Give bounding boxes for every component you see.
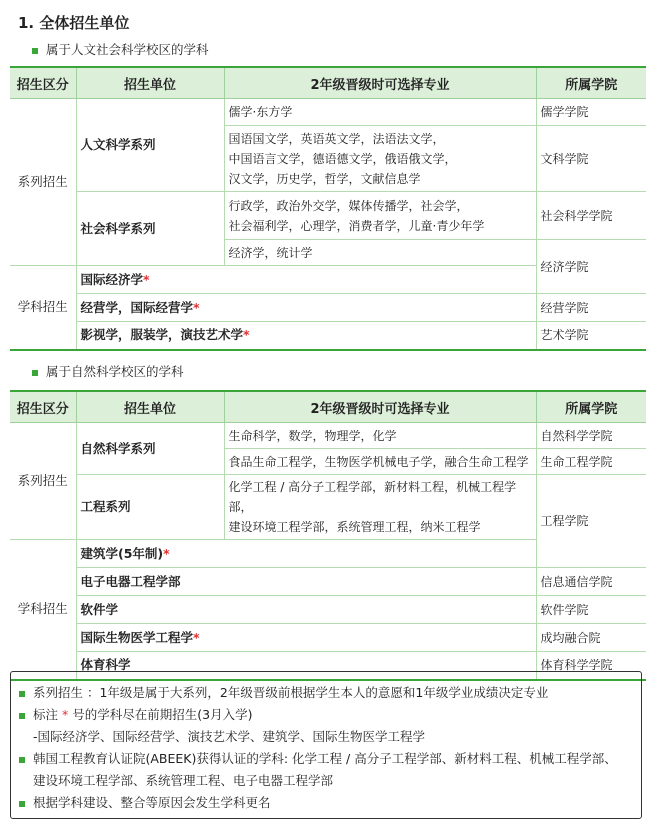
early-admission-star: * [193, 299, 200, 315]
notes-box [10, 671, 642, 819]
college-cell: 文科学院 [536, 126, 646, 192]
major-cell: 生命科学，数学，物理学，化学 [224, 423, 536, 449]
major-cell: 食品生命工程学，生物医学机械电子学，融合生命工程学 [224, 449, 536, 475]
bullet-square-icon [19, 691, 25, 697]
major-cell: 化学工程 / 高分子工程学部，新材料工程，机械工程学部， 建设环境工程学部，系统管理工程，纳米工程学 [224, 475, 536, 540]
bullet-square-icon [32, 370, 38, 376]
college-cell: 工程学院 [536, 475, 646, 568]
bullet-square-icon [19, 757, 25, 763]
bullet-square-icon [19, 801, 25, 807]
header-major: 2年级晋级时可选择专业 [224, 67, 536, 99]
category-series: 系列招生 [10, 423, 76, 540]
header-category: 招生区分 [10, 391, 76, 423]
unit-software: 软件学 [76, 596, 536, 624]
college-cell: 经营学院 [536, 294, 646, 322]
section2-subtitle: 属于自然科学校区的学科 [32, 362, 184, 380]
header-college: 所属学院 [536, 391, 646, 423]
college-cell: 儒学学院 [536, 99, 646, 126]
note-series: 系列招生 ：1年级是属于大系列，2年级晋级前根据学生本人的意愿和1年级学业成绩决定专业 [19, 682, 631, 704]
humanities-campus-table [10, 66, 646, 351]
header-category: 招生区分 [10, 67, 76, 99]
unit-sports: 体育科学 [76, 652, 536, 680]
unit-biomed: 国际生物医学工程学* [76, 624, 536, 652]
unit-architecture: 建筑学(5年制)* [76, 540, 536, 568]
note-rename: 根据学科建设、整合等原因会发生学科更名 [19, 792, 631, 814]
college-cell: 生命工程学院 [536, 449, 646, 475]
page-title: 1. 全体招生单位 [18, 14, 130, 32]
section1-subtitle: 属于人文社会科学校区的学科 [32, 40, 209, 58]
college-cell: 经济学院 [536, 240, 646, 294]
college-cell: 艺术学院 [536, 322, 646, 350]
college-cell: 社会科学学院 [536, 192, 646, 240]
unit-arts: 影视学，服装学，演技艺术学* [76, 322, 536, 350]
unit-natural-science: 自然科学系列 [76, 423, 224, 475]
early-admission-star: * [62, 707, 69, 722]
college-cell: 成均融合院 [536, 624, 646, 652]
unit-electrical: 电子电器工程学部 [76, 568, 536, 596]
category-department: 学科招生 [10, 540, 76, 680]
note-abeek: 韩国工程教育认证院(ABEEK)获得认证的学科: 化学工程 / 高分子工程学部、新材料工程、机械工程学部、 [19, 748, 631, 770]
major-cell: 行政学，政治外交学，媒体传播学，社会学， 社会福利学，心理学，消费者学，儿童·青少年学 [224, 192, 536, 240]
major-cell: 经济学，统计学 [224, 240, 536, 266]
unit-business: 经营学，国际经营学* [76, 294, 536, 322]
college-cell: 信息通信学院 [536, 568, 646, 596]
note-abeek-cont: 建设环境工程学部、系统管理工程、电子电器工程学部 [33, 773, 334, 788]
college-cell: 体育科学学院 [536, 652, 646, 680]
header-unit: 招生单位 [76, 391, 224, 423]
early-admission-star: * [163, 545, 170, 561]
major-cell: 国语国文学，英语英文学，法语法文学， 中国语言文学，德语德文学，俄语俄文学， 汉文学，历史学，哲学，文献信息学 [224, 126, 536, 192]
unit-humanities: 人文科学系列 [76, 99, 224, 192]
note-star: 标注 * 号的学科尽在前期招生(3月入学) [19, 704, 631, 726]
unit-engineering: 工程系列 [76, 475, 224, 540]
note-star-list: -国际经济学、国际经营学、演技艺术学、建筑学、国际生物医学工程学 [33, 729, 426, 744]
bullet-square-icon [32, 48, 38, 54]
college-cell: 软件学院 [536, 596, 646, 624]
major-cell: 儒学·东方学 [224, 99, 536, 126]
category-department: 学科招生 [10, 266, 76, 350]
table-header-row [10, 391, 646, 423]
category-series: 系列招生 [10, 99, 76, 266]
header-unit: 招生单位 [76, 67, 224, 99]
header-college: 所属学院 [536, 67, 646, 99]
unit-social: 社会科学系列 [76, 192, 224, 266]
college-cell: 自然科学学院 [536, 423, 646, 449]
early-admission-star: * [243, 327, 250, 343]
unit-intl-econ: 国际经济学* [76, 266, 536, 294]
early-admission-star: * [143, 271, 150, 287]
natural-science-campus-table [10, 390, 646, 681]
table-header-row [10, 67, 646, 99]
header-major: 2年级晋级时可选择专业 [224, 391, 536, 423]
early-admission-star: * [193, 629, 200, 645]
bullet-square-icon [19, 713, 25, 719]
